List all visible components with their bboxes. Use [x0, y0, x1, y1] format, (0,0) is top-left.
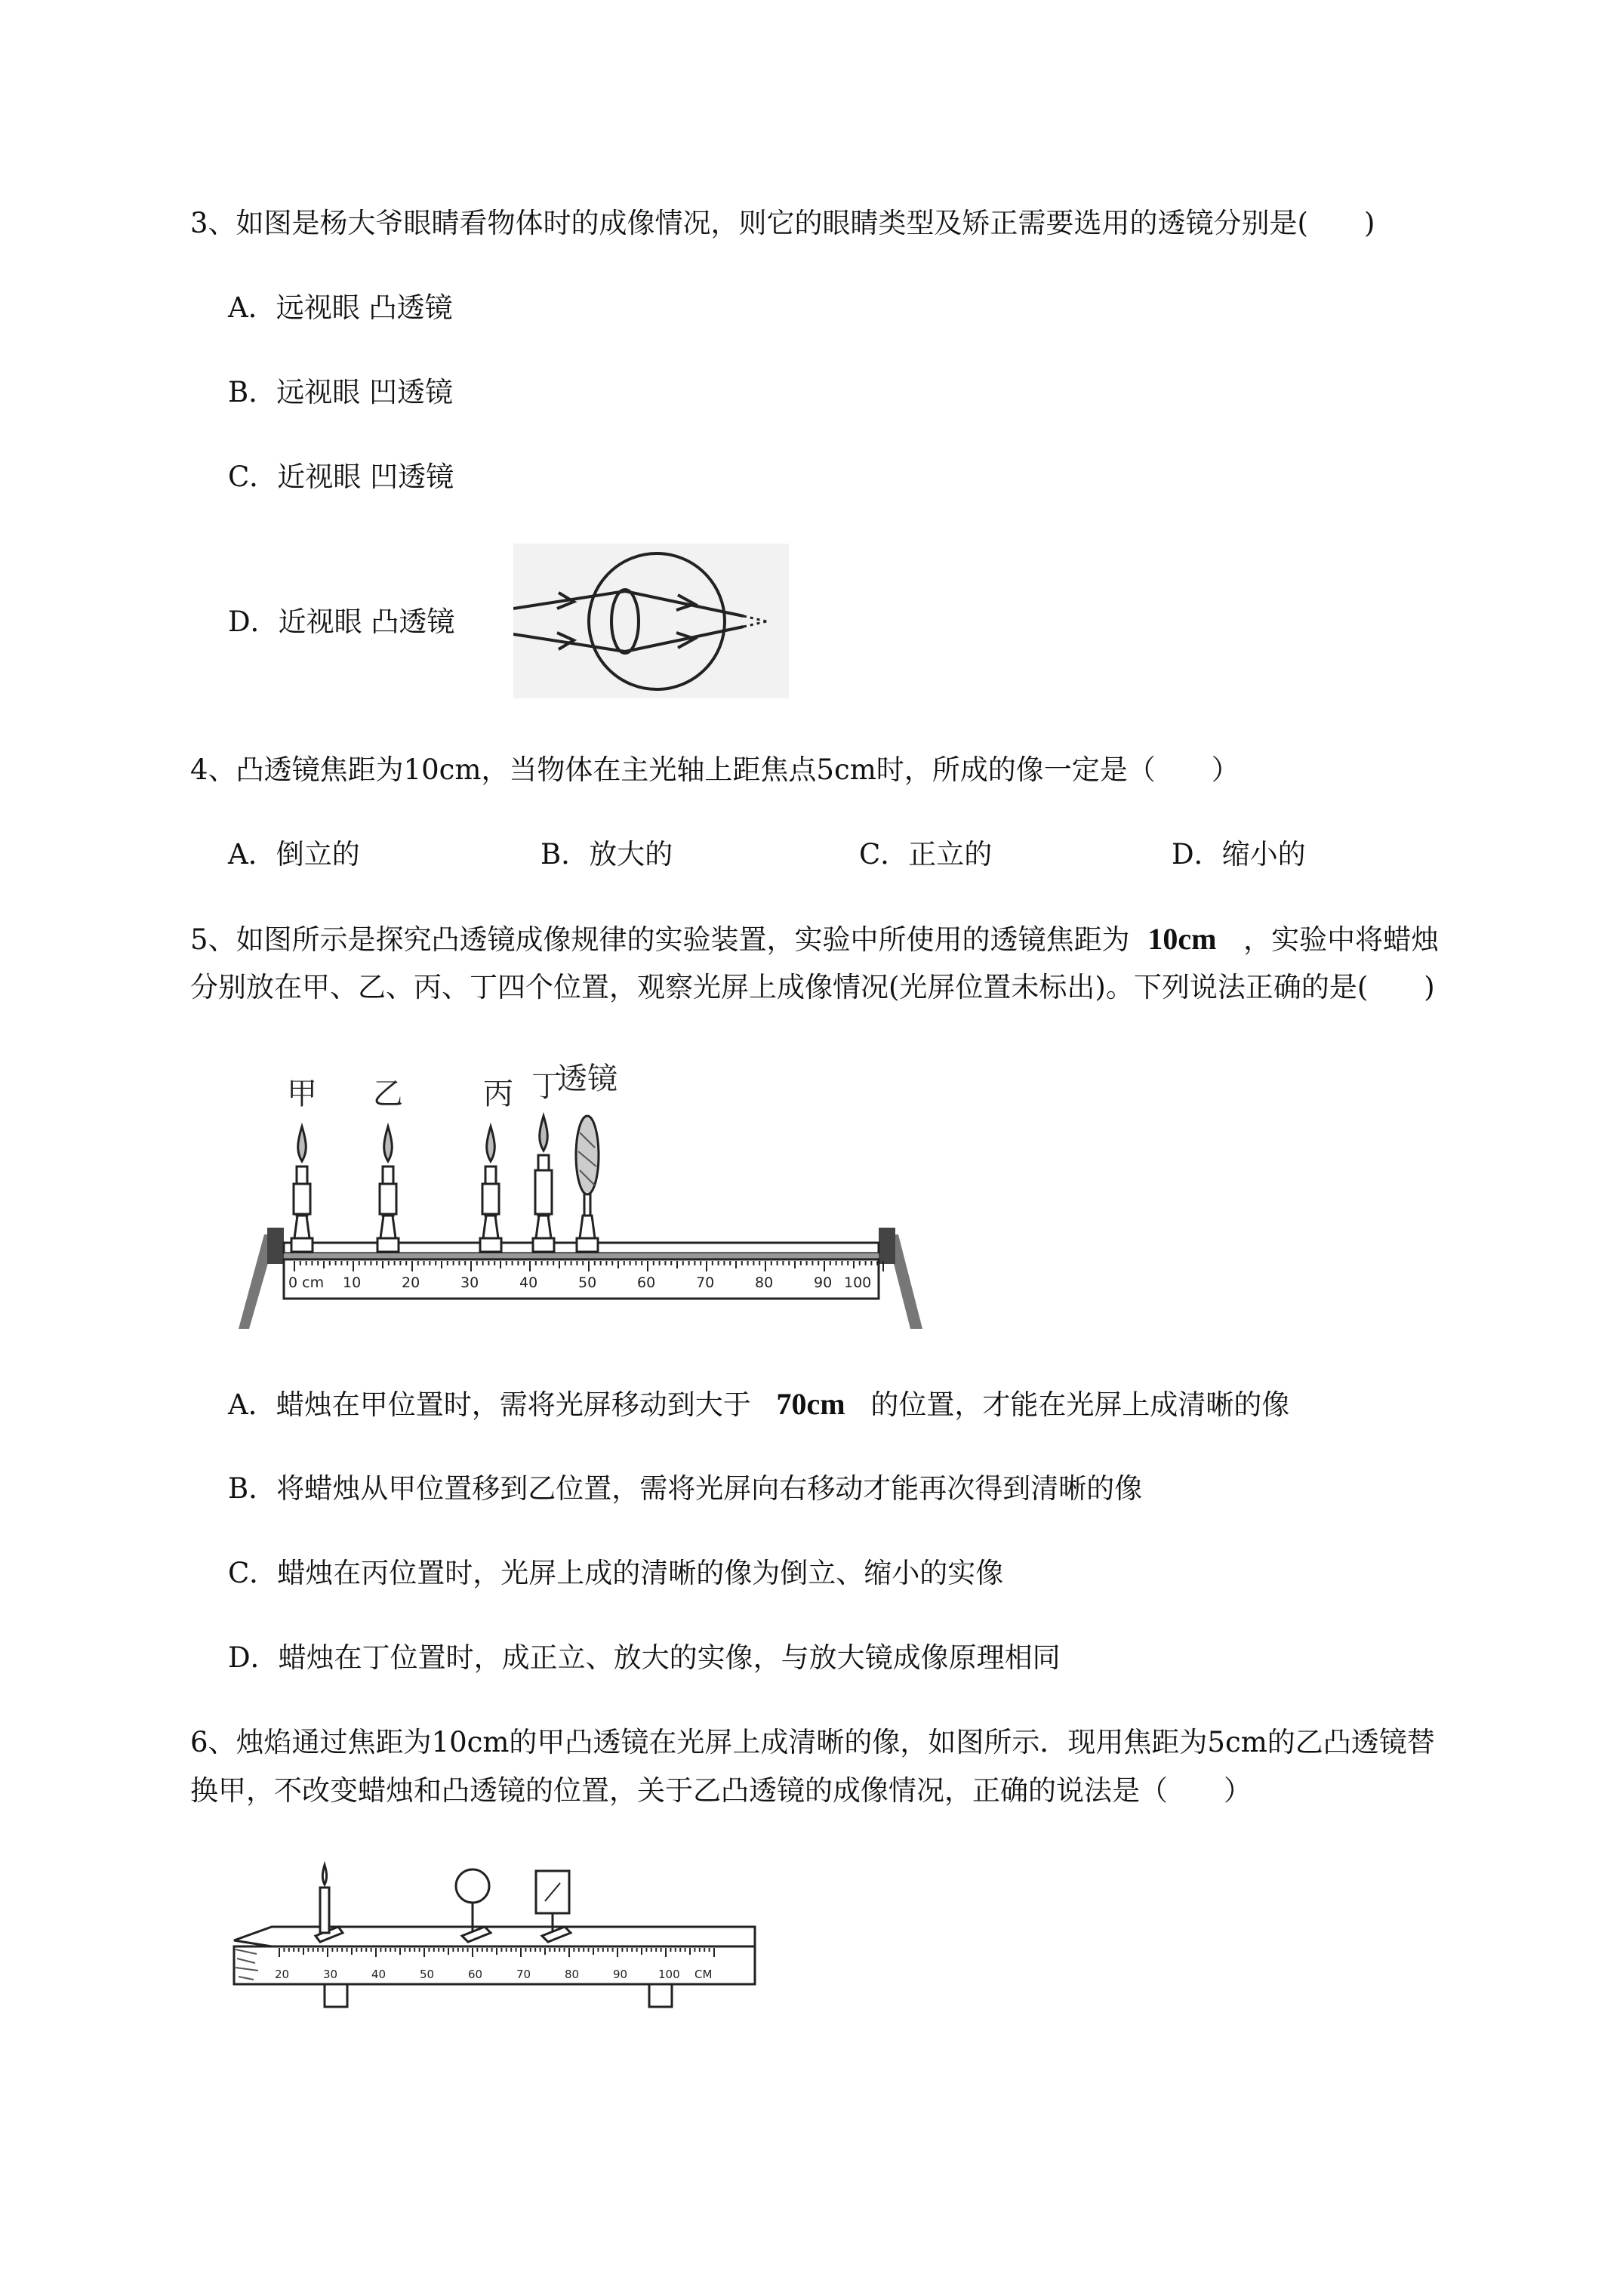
optical-bench-sketch — [226, 1857, 770, 2016]
q5-option-c[interactable]: C．蜡烛在丙位置时，光屏上成的清晰的像为倒立、缩小的实像 — [228, 1557, 1004, 1589]
candle-ding — [533, 1116, 554, 1252]
q5-option-a-value: 70cm — [776, 1387, 845, 1421]
q6-stem-line2: 换甲，不改变蜡烛和凸透镜的位置，关于乙凸透镜的成像情况，正确的说法是（ ） — [190, 1774, 1252, 1807]
label-yi: 乙 — [373, 1077, 403, 1111]
q3-option-c[interactable]: C．近视眼 凹透镜 — [228, 461, 454, 493]
scale2-label-80: 80 — [565, 1968, 580, 1981]
q4-option-a[interactable]: A．倒立的 — [228, 838, 360, 871]
q3-option-b[interactable]: B．远视眼 凹透镜 — [228, 376, 453, 408]
q6-stem-line1: 6、烛焰通过焦距为10cm的甲凸透镜在光屏上成清晰的像，如图所示．现用焦距为5cm的乙凸透镜替 — [190, 1726, 1435, 1758]
q3-option-d[interactable]: D．近视眼 凸透镜 — [228, 606, 455, 638]
ruler-label-90: 90 — [814, 1274, 833, 1291]
q5-option-b[interactable]: B．将蜡烛从甲位置移到乙位置，需将光屏向右移动才能再次得到清晰的像 — [228, 1472, 1143, 1505]
label-ding: 丁 — [531, 1069, 562, 1104]
ruler-label-40: 40 — [519, 1274, 538, 1291]
q3-option-a[interactable]: A．远视眼 凸透镜 — [228, 291, 453, 324]
candle-bing — [480, 1126, 501, 1252]
label-bing: 丙 — [483, 1077, 513, 1111]
scale2-label-100: 100 — [658, 1968, 680, 1981]
ruler-label-60: 60 — [637, 1274, 656, 1291]
ruler-label-80: 80 — [755, 1274, 774, 1291]
q5-option-a-part1: A．蜡烛在甲位置时，需将光屏移动到大于 — [228, 1388, 751, 1421]
scale2-label-20: 20 — [275, 1968, 290, 1981]
lens-holder — [576, 1116, 599, 1252]
candle-yi — [377, 1126, 399, 1252]
ruler-label-30: 30 — [460, 1274, 479, 1291]
ruler-label-100: 100 — [844, 1274, 872, 1291]
optical-bench-diagram — [234, 1057, 929, 1336]
label-lens: 透镜 — [557, 1062, 617, 1096]
q4-option-c[interactable]: C．正立的 — [859, 838, 993, 871]
candle-sketch — [316, 1865, 343, 1942]
scale2-label-90: 90 — [613, 1968, 628, 1981]
eye-diagram — [513, 544, 789, 698]
label-jia: 甲 — [287, 1077, 317, 1111]
q5-focal-length: 10cm — [1147, 922, 1217, 956]
q5-stem-line2: 分别放在甲、乙、丙、丁四个位置，观察光屏上成像情况(光屏位置未标出)。下列说法正确的是( ) — [190, 971, 1435, 1003]
ruler-label-20: 20 — [402, 1274, 420, 1291]
scale2-label-50: 50 — [420, 1968, 435, 1981]
ruler-label-10: 10 — [343, 1274, 362, 1291]
scale2-label-60: 60 — [468, 1968, 483, 1981]
scale2-label-70: 70 — [516, 1968, 531, 1981]
q5-stem-part2: ，实验中将蜡烛 — [1243, 923, 1440, 956]
q5-option-d[interactable]: D．蜡烛在丁位置时，成正立、放大的实像，与放大镜成像原理相同 — [228, 1641, 1061, 1674]
q3-stem: 3、如图是杨大爷眼睛看物体时的成像情况，则它的眼睛类型及矫正需要选用的透镜分别是( ) — [190, 207, 1375, 239]
q5-option-a[interactable] — [228, 1386, 1289, 1423]
q5-stem-part1: 5、如图所示是探究凸透镜成像规律的实验装置，实验中所使用的透镜焦距为 — [190, 923, 1130, 956]
candle-jia — [291, 1126, 313, 1252]
q5-stem-line1 — [190, 921, 1439, 958]
scale2-label-40: 40 — [371, 1968, 387, 1981]
ruler-label-70: 70 — [696, 1274, 715, 1291]
scale2-label-30: 30 — [323, 1968, 338, 1981]
scale2-label-cm: CM — [694, 1968, 713, 1981]
q5-option-a-part2: 的位置，才能在光屏上成清晰的像 — [870, 1388, 1290, 1421]
q4-option-d[interactable]: D．缩小的 — [1172, 838, 1306, 871]
q4-stem: 4、凸透镜焦距为10cm，当物体在主光轴上距焦点5cm时，所成的像一定是（ ） — [190, 754, 1240, 786]
q4-option-b[interactable]: B．放大的 — [540, 838, 673, 871]
ruler-label-50: 50 — [578, 1274, 597, 1291]
ruler-label-0: 0 cm — [288, 1274, 325, 1291]
